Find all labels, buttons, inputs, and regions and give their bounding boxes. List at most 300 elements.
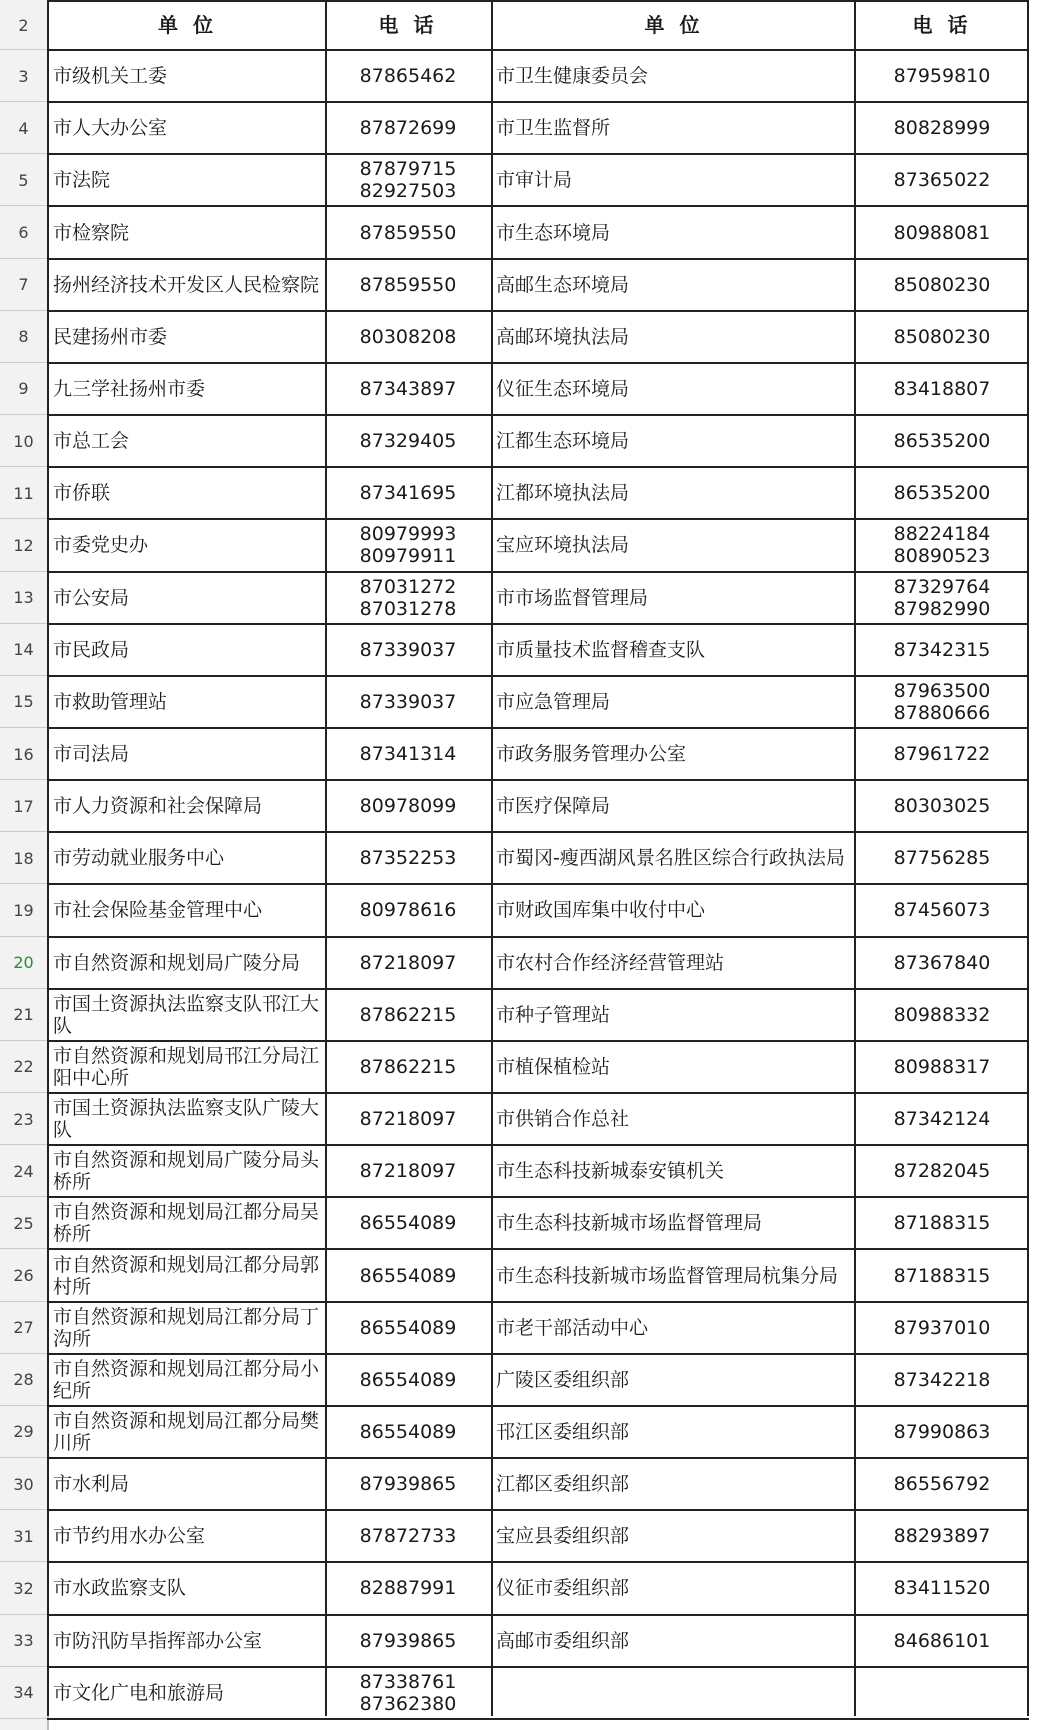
grid-hline [47, 571, 1029, 573]
table-row[interactable] [0, 1302, 1039, 1354]
row-number-label: 15 [13, 692, 34, 712]
unit-cell-2-text: 市生态科技新城泰安镇机关 [496, 1160, 725, 1183]
table-row[interactable] [0, 1249, 1039, 1301]
unit-cell-text: 扬州经济技术开发区人民检察院 [53, 273, 320, 296]
row-header-gridline [0, 1718, 47, 1719]
phone-cell-2[interactable] [857, 832, 1027, 884]
row-number[interactable] [0, 206, 47, 258]
unit-cell-2-text: 江都环境执法局 [496, 482, 630, 505]
unit-cell[interactable] [50, 1615, 322, 1667]
table-row[interactable] [0, 937, 1039, 989]
header-unit[interactable] [50, 0, 322, 50]
grid-hline [47, 518, 1029, 520]
table-row[interactable] [0, 415, 1039, 467]
table-row[interactable] [0, 363, 1039, 415]
unit-cell[interactable] [50, 1510, 322, 1562]
unit-cell-text: 市自然资源和规划局江都分局吴桥所 [53, 1201, 320, 1246]
unit-cell-2[interactable] [494, 415, 852, 467]
grid-hline [47, 1666, 1029, 1668]
phone-cell-2-text: 88224184 [893, 523, 991, 546]
unit-cell-text: 市自然资源和规划局江都分局小纪所 [53, 1357, 320, 1402]
phone-cell[interactable] [328, 50, 488, 102]
row-number[interactable] [0, 572, 47, 624]
phone-cell-2[interactable] [857, 467, 1027, 519]
unit-cell-2[interactable] [494, 624, 852, 676]
phone-cell-2[interactable] [857, 1615, 1027, 1667]
phone-cell-2-text: 83411520 [893, 1577, 991, 1600]
row-number[interactable] [0, 1093, 47, 1145]
row-header-gridline [0, 101, 47, 102]
row-number[interactable] [0, 415, 47, 467]
unit-cell-2-text: 市审计局 [496, 169, 573, 192]
phone-cell[interactable] [328, 937, 488, 989]
table-row[interactable] [0, 1197, 1039, 1249]
phone-cell[interactable] [328, 624, 488, 676]
row-number-label: 27 [13, 1318, 34, 1338]
unit-cell[interactable] [50, 415, 322, 467]
unit-cell-2[interactable] [494, 102, 852, 154]
unit-cell[interactable] [50, 624, 322, 676]
phone-cell[interactable] [328, 1093, 488, 1145]
unit-cell-2[interactable] [494, 519, 852, 571]
table-row[interactable] [0, 1406, 1039, 1458]
phone-cell[interactable] [328, 154, 488, 206]
unit-cell-2[interactable] [494, 1510, 852, 1562]
table-row[interactable] [0, 1562, 1039, 1614]
phone-cell-text: 87939865 [359, 1473, 457, 1496]
grid-hline [47, 0, 1029, 2]
unit-cell[interactable] [50, 311, 322, 363]
unit-cell-2[interactable] [494, 1197, 852, 1249]
phone-cell-2[interactable] [857, 676, 1027, 728]
phone-cell-text: 87218097 [359, 1160, 457, 1183]
row-header-gridline [0, 779, 47, 780]
unit-cell-2[interactable] [494, 206, 852, 258]
unit-cell[interactable] [50, 1458, 322, 1510]
phone-cell-2[interactable] [857, 1667, 1027, 1719]
unit-cell-2-text: 市应急管理局 [496, 690, 611, 713]
unit-cell-2-text: 市生态科技新城市场监督管理局杭集分局 [496, 1264, 839, 1287]
row-number[interactable] [0, 1041, 47, 1093]
phone-cell-2[interactable] [857, 311, 1027, 363]
unit-cell-2[interactable] [494, 728, 852, 780]
phone-cell-2-text: 84686101 [893, 1629, 991, 1652]
phone-cell-text: 86554089 [359, 1264, 457, 1287]
grid-hline [47, 101, 1029, 103]
unit-cell-text: 市自然资源和规划局江都分局樊川所 [53, 1409, 320, 1454]
phone-cell[interactable] [328, 519, 488, 571]
unit-cell-2[interactable] [494, 989, 852, 1041]
row-number[interactable] [0, 1458, 47, 1510]
table-row[interactable] [0, 1354, 1039, 1406]
row-header-gridline [0, 1561, 47, 1562]
unit-cell[interactable] [50, 467, 322, 519]
unit-cell-text: 市节约用水办公室 [53, 1525, 206, 1548]
table-row[interactable] [0, 1615, 1039, 1667]
row-number[interactable] [0, 676, 47, 728]
table-row[interactable] [0, 624, 1039, 676]
row-header-gridline [0, 1144, 47, 1145]
row-number[interactable] [0, 519, 47, 571]
phone-cell-text: 87343897 [359, 377, 457, 400]
unit-cell[interactable] [50, 1197, 322, 1249]
unit-cell[interactable] [50, 1667, 322, 1719]
phone-cell[interactable] [328, 1197, 488, 1249]
table-row[interactable] [0, 206, 1039, 258]
row-header-gridline [0, 571, 47, 572]
unit-cell-2[interactable] [494, 1145, 852, 1197]
unit-cell-2[interactable] [494, 1041, 852, 1093]
row-number[interactable] [0, 832, 47, 884]
phone-cell-text: 86554089 [359, 1420, 457, 1443]
grid-hline [47, 414, 1029, 416]
row-number[interactable] [0, 1406, 47, 1458]
row-number[interactable] [0, 1667, 47, 1719]
phone-cell-2-text: 85080230 [893, 325, 991, 348]
unit-cell-2[interactable] [494, 363, 852, 415]
unit-cell-text: 市侨联 [53, 482, 111, 505]
unit-cell-2[interactable] [494, 1667, 852, 1719]
row-number[interactable] [0, 989, 47, 1041]
phone-cell-2[interactable] [857, 1458, 1027, 1510]
phone-cell-2[interactable] [857, 572, 1027, 624]
unit-cell[interactable] [50, 1302, 322, 1354]
row-header-gridline [0, 988, 47, 989]
phone-cell[interactable] [328, 676, 488, 728]
unit-cell-2[interactable] [494, 937, 852, 989]
unit-cell-text: 市自然资源和规划局江都分局丁沟所 [53, 1305, 320, 1350]
grid-hline [47, 205, 1029, 207]
phone-cell[interactable] [328, 1615, 488, 1667]
row-header-gridline [0, 1509, 47, 1510]
table-row[interactable] [0, 102, 1039, 154]
table-row[interactable] [0, 1458, 1039, 1510]
unit-cell[interactable] [50, 102, 322, 154]
unit-cell[interactable] [50, 1562, 322, 1614]
unit-cell-2-text: 市卫生监督所 [496, 117, 611, 140]
unit-cell[interactable] [50, 676, 322, 728]
table-row[interactable] [0, 1041, 1039, 1093]
unit-cell-2[interactable] [494, 676, 852, 728]
unit-cell-2-text: 市老干部活动中心 [496, 1316, 649, 1339]
phone-cell-2-text: 87342218 [893, 1368, 991, 1391]
header-phone-2[interactable] [857, 0, 1027, 50]
row-number-label: 9 [18, 379, 29, 399]
row-number-label: 7 [18, 275, 29, 295]
phone-cell-text: 87218097 [359, 1108, 457, 1131]
unit-cell-2[interactable] [494, 311, 852, 363]
phone-cell-text: 87031272 [359, 575, 457, 598]
row-number-label: 22 [13, 1057, 34, 1077]
row-number[interactable] [0, 937, 47, 989]
phone-cell[interactable] [328, 1406, 488, 1458]
phone-cell[interactable] [328, 259, 488, 311]
phone-cell-text: 87218097 [359, 951, 457, 974]
table-row[interactable] [0, 50, 1039, 102]
row-number[interactable] [0, 259, 47, 311]
unit-cell-2-text: 市卫生健康委员会 [496, 65, 649, 88]
phone-cell[interactable] [328, 1302, 488, 1354]
phone-cell-2[interactable] [857, 50, 1027, 102]
grid-hline [47, 831, 1029, 833]
unit-cell[interactable] [50, 206, 322, 258]
phone-cell[interactable] [328, 311, 488, 363]
header-phone[interactable] [328, 0, 488, 50]
table-row[interactable] [0, 154, 1039, 206]
table-row[interactable] [0, 676, 1039, 728]
row-number[interactable] [0, 728, 47, 780]
row-number[interactable] [0, 363, 47, 415]
unit-cell[interactable] [50, 1093, 322, 1145]
phone-cell[interactable] [328, 1041, 488, 1093]
row-number[interactable] [0, 884, 47, 936]
phone-cell-text: 80978099 [359, 795, 457, 818]
unit-cell-2[interactable] [494, 1354, 852, 1406]
unit-cell-2-text: 广陵区委组织部 [496, 1368, 630, 1391]
phone-cell-2[interactable] [857, 1093, 1027, 1145]
row-number[interactable] [0, 1562, 47, 1614]
unit-cell-2-text: 市农村合作经济经营管理站 [496, 951, 725, 974]
row-header-gridline [0, 675, 47, 676]
row-number[interactable] [0, 1302, 47, 1354]
unit-cell-text: 市国土资源执法监察支队邗江大队 [53, 992, 320, 1037]
phone-cell-2[interactable] [857, 937, 1027, 989]
header-phone-label: 电 话 [378, 13, 438, 37]
table-row[interactable] [0, 728, 1039, 780]
table-row[interactable] [0, 311, 1039, 363]
row-number[interactable] [0, 311, 47, 363]
phone-cell[interactable] [328, 1249, 488, 1301]
row-number[interactable] [0, 467, 47, 519]
unit-cell-2[interactable] [494, 1302, 852, 1354]
unit-cell[interactable] [50, 259, 322, 311]
row-number[interactable] [0, 154, 47, 206]
unit-cell-text: 市文化广电和旅游局 [53, 1681, 225, 1704]
phone-cell-2[interactable] [857, 1302, 1027, 1354]
unit-cell-text: 市公安局 [53, 586, 130, 609]
unit-cell[interactable] [50, 519, 322, 571]
phone-cell[interactable] [328, 1562, 488, 1614]
row-number[interactable] [0, 102, 47, 154]
phone-cell[interactable] [328, 1510, 488, 1562]
grid-hline [47, 310, 1029, 312]
unit-cell-2-text: 邗江区委组织部 [496, 1420, 630, 1443]
phone-cell-text: 87339037 [359, 690, 457, 713]
unit-cell[interactable] [50, 1249, 322, 1301]
grid-hline [47, 1718, 1029, 1720]
phone-cell-2-text: 88293897 [893, 1525, 991, 1548]
row-number-label: 18 [13, 848, 34, 868]
phone-cell[interactable] [328, 363, 488, 415]
phone-cell-text: 82887991 [359, 1577, 457, 1600]
unit-cell[interactable] [50, 1354, 322, 1406]
phone-cell[interactable] [328, 780, 488, 832]
table-row[interactable] [0, 1093, 1039, 1145]
phone-cell-2[interactable] [857, 519, 1027, 571]
unit-cell[interactable] [50, 884, 322, 936]
unit-cell[interactable] [50, 154, 322, 206]
header-unit-2-label: 单 位 [644, 13, 704, 37]
unit-cell-2-text: 市生态环境局 [496, 221, 611, 244]
table-row[interactable] [0, 572, 1039, 624]
table-row[interactable] [0, 1145, 1039, 1197]
unit-cell-2[interactable] [494, 884, 852, 936]
phone-cell[interactable] [328, 884, 488, 936]
unit-cell[interactable] [50, 1041, 322, 1093]
unit-cell-2-text: 市医疗保障局 [496, 795, 611, 818]
row-number[interactable] [0, 0, 47, 50]
phone-cell-2[interactable] [857, 1354, 1027, 1406]
grid-hline [47, 675, 1029, 677]
phone-cell-2-text: 87937010 [893, 1316, 991, 1339]
phone-cell-text: 80308208 [359, 325, 457, 348]
unit-cell[interactable] [50, 937, 322, 989]
row-header-gridline [0, 362, 47, 363]
row-number[interactable] [0, 624, 47, 676]
unit-cell[interactable] [50, 50, 322, 102]
phone-cell-2[interactable] [857, 154, 1027, 206]
grid-hline [47, 362, 1029, 364]
unit-cell-2-text: 市财政国库集中收付中心 [496, 899, 706, 922]
unit-cell[interactable] [50, 1145, 322, 1197]
phone-cell[interactable] [328, 467, 488, 519]
unit-cell-text: 市水政监察支队 [53, 1577, 187, 1600]
phone-cell-2[interactable] [857, 415, 1027, 467]
row-header-gridline [0, 258, 47, 259]
row-number[interactable] [0, 1510, 47, 1562]
phone-cell[interactable] [328, 832, 488, 884]
header-row[interactable] [0, 0, 1039, 50]
unit-cell[interactable] [50, 572, 322, 624]
header-unit-2[interactable] [494, 0, 852, 50]
row-number-label: 30 [13, 1474, 34, 1494]
unit-cell-2[interactable] [494, 572, 852, 624]
phone-cell[interactable] [328, 1667, 488, 1719]
phone-cell-2-text: 87367840 [893, 951, 991, 974]
table-row[interactable] [0, 467, 1039, 519]
row-number[interactable] [0, 50, 47, 102]
unit-cell-2-text: 市政务服务管理办公室 [496, 743, 687, 765]
table-row[interactable] [0, 1510, 1039, 1562]
unit-cell[interactable] [50, 1406, 322, 1458]
unit-cell-2-text: 市生态科技新城市场监督管理局 [496, 1212, 763, 1235]
phone-cell-2[interactable] [857, 1041, 1027, 1093]
row-header-gridline [0, 1457, 47, 1458]
grid-hline [47, 988, 1029, 990]
phone-cell-text: 87031278 [359, 597, 457, 620]
unit-cell-2[interactable] [494, 780, 852, 832]
phone-cell[interactable] [328, 1354, 488, 1406]
phone-cell-text: 87872733 [359, 1525, 457, 1548]
phone-cell-2[interactable] [857, 1562, 1027, 1614]
unit-cell-2-text: 宝应环境执法局 [496, 534, 630, 557]
unit-cell[interactable] [50, 989, 322, 1041]
row-number[interactable] [0, 1197, 47, 1249]
phone-cell-2[interactable] [857, 884, 1027, 936]
unit-cell-2[interactable] [494, 1093, 852, 1145]
phone-cell-2[interactable] [857, 259, 1027, 311]
unit-cell[interactable] [50, 780, 322, 832]
unit-cell-2[interactable] [494, 154, 852, 206]
table-row[interactable] [0, 1667, 1039, 1719]
phone-cell-2[interactable] [857, 102, 1027, 154]
phone-cell-2[interactable] [857, 363, 1027, 415]
table-row[interactable] [0, 259, 1039, 311]
phone-cell-text: 82927503 [359, 180, 457, 203]
row-number-label: 4 [18, 118, 29, 138]
unit-cell[interactable] [50, 728, 322, 780]
row-number[interactable] [0, 1354, 47, 1406]
phone-cell-text: 87879715 [359, 158, 457, 181]
unit-cell-2-text: 宝应县委组织部 [496, 1525, 630, 1548]
grid-hline [47, 1405, 1029, 1407]
table-row[interactable] [0, 519, 1039, 571]
phone-cell-2[interactable] [857, 624, 1027, 676]
grid-hline [47, 1248, 1029, 1250]
unit-cell-2[interactable] [494, 1562, 852, 1614]
unit-cell-2[interactable] [494, 1249, 852, 1301]
table-row[interactable] [0, 780, 1039, 832]
row-number-label: 34 [13, 1683, 34, 1703]
phone-cell[interactable] [328, 415, 488, 467]
unit-cell-2[interactable] [494, 832, 852, 884]
phone-cell-2[interactable] [857, 728, 1027, 780]
row-number[interactable] [0, 1249, 47, 1301]
table-row[interactable] [0, 989, 1039, 1041]
row-number[interactable] [0, 780, 47, 832]
row-header-gridline [0, 153, 47, 154]
phone-cell-2[interactable] [857, 1510, 1027, 1562]
phone-cell-text: 86554089 [359, 1368, 457, 1391]
unit-cell-2[interactable] [494, 259, 852, 311]
unit-cell-2[interactable] [494, 1406, 852, 1458]
phone-cell[interactable] [328, 572, 488, 624]
row-number-label: 23 [13, 1109, 34, 1129]
phone-cell[interactable] [328, 206, 488, 258]
row-number[interactable] [0, 1615, 47, 1667]
unit-cell-2-text: 高邮市委组织部 [496, 1629, 630, 1652]
phone-cell-2[interactable] [857, 1249, 1027, 1301]
phone-cell[interactable] [328, 728, 488, 780]
row-number-label: 12 [13, 535, 34, 555]
unit-cell-2[interactable] [494, 467, 852, 519]
row-number[interactable] [0, 1145, 47, 1197]
phone-cell-2[interactable] [857, 1197, 1027, 1249]
phone-cell-2[interactable] [857, 1145, 1027, 1197]
grid-hline [47, 1353, 1029, 1355]
unit-cell[interactable] [50, 363, 322, 415]
grid-hline [47, 1040, 1029, 1042]
phone-cell[interactable] [328, 989, 488, 1041]
phone-cell[interactable] [328, 1145, 488, 1197]
phone-cell-2[interactable] [857, 780, 1027, 832]
phone-cell[interactable] [328, 102, 488, 154]
phone-cell-2[interactable] [857, 989, 1027, 1041]
unit-cell-2[interactable] [494, 1458, 852, 1510]
unit-cell-text: 市自然资源和规划局邗江分局江阳中心所 [53, 1044, 320, 1089]
table-row[interactable] [0, 832, 1039, 884]
phone-cell-2-text: 87342315 [893, 638, 991, 661]
table-row[interactable] [0, 884, 1039, 936]
phone-cell-2-text: 87456073 [893, 899, 991, 922]
phone-cell-2[interactable] [857, 206, 1027, 258]
unit-cell-2[interactable] [494, 1615, 852, 1667]
unit-cell-2[interactable] [494, 50, 852, 102]
phone-cell[interactable] [328, 1458, 488, 1510]
unit-cell[interactable] [50, 832, 322, 884]
phone-cell-2-text: 80303025 [893, 795, 991, 818]
phone-cell-2[interactable] [857, 1406, 1027, 1458]
